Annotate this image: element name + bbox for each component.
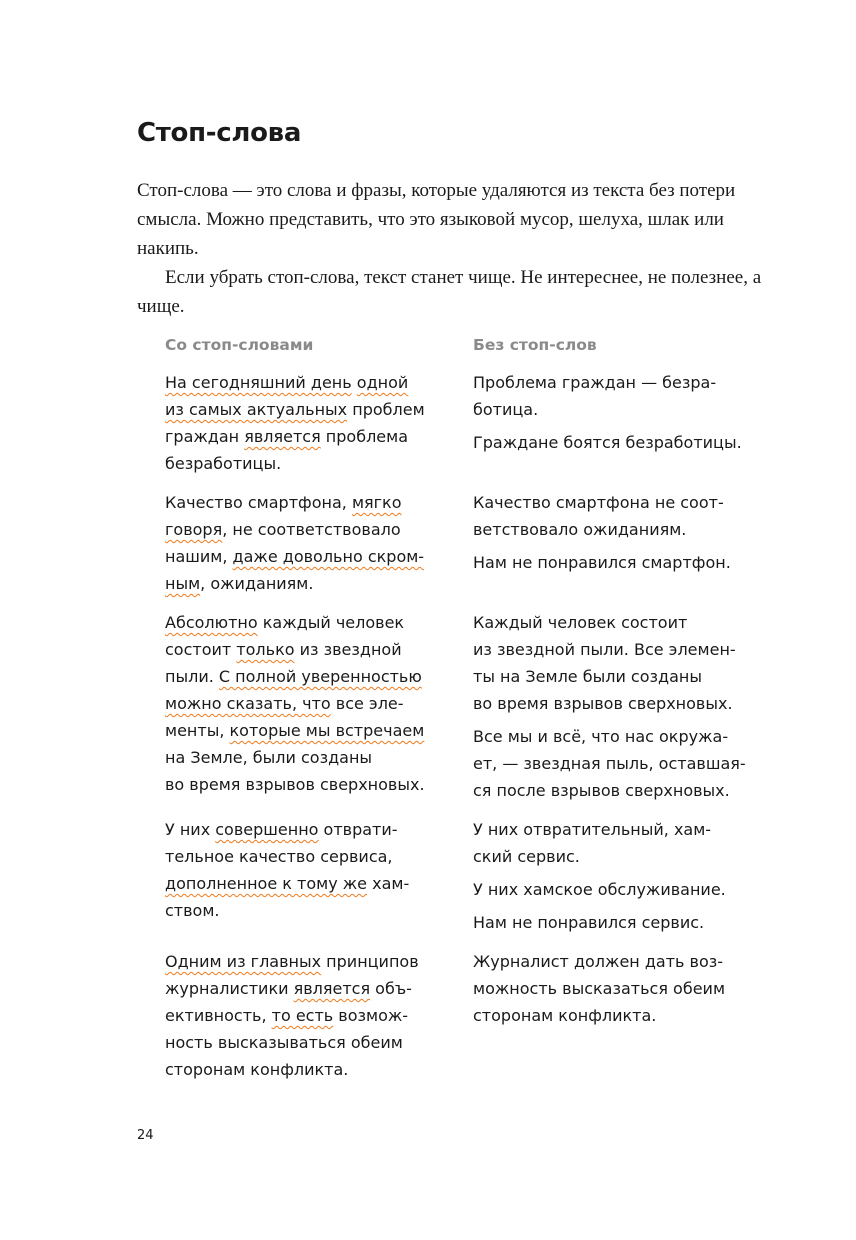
text-line: ветствовало ожиданиям. xyxy=(473,520,687,539)
text-line: ты на Земле были созданы xyxy=(473,667,702,686)
stopword-highlight: говоря xyxy=(165,520,223,539)
text-segment: ность высказываться обеим xyxy=(165,1033,403,1052)
stopword-highlight: С полной уверенностью xyxy=(218,667,422,686)
text-line: ботица. xyxy=(473,400,539,419)
comparison-columns xyxy=(165,333,765,1083)
stopword-highlight: совершенно xyxy=(215,820,319,839)
text-line xyxy=(165,1029,473,1056)
text-line xyxy=(165,609,473,636)
rewrite-variant xyxy=(473,816,765,870)
example-without-stopwords xyxy=(473,369,765,477)
text-line xyxy=(165,396,473,423)
stopword-highlight: ным xyxy=(165,574,201,593)
stopword-highlight: которые мы встречаем xyxy=(229,721,425,740)
text-segment: сторонам конфликта. xyxy=(165,1060,349,1079)
rewrite-variant xyxy=(473,609,765,717)
text-line xyxy=(165,843,473,870)
intro-paragraph: Если убрать стоп-слова, текст станет чище. Не интереснее, не полезнее, а чище. xyxy=(137,267,762,317)
text-line: можность высказаться обеим xyxy=(473,979,726,998)
text-line: Нам не понравился сервис. xyxy=(473,913,705,932)
example-without-stopwords xyxy=(473,816,765,936)
text-line: Каждый человек состоит xyxy=(473,613,688,632)
text-segment: тельное качество сервиса, xyxy=(165,847,393,866)
rewrite-variant xyxy=(473,723,765,804)
text-line: во время взрывов сверхновых. xyxy=(473,694,733,713)
rewrite-variant xyxy=(473,948,765,1029)
rewrite-variant xyxy=(473,429,765,456)
text-segment: безработицы. xyxy=(165,454,282,473)
text-line xyxy=(165,570,473,597)
text-line xyxy=(165,450,473,477)
text-segment: проблем xyxy=(347,400,425,419)
stopword-highlight: то есть xyxy=(271,1006,334,1025)
text-segment: журналистики xyxy=(165,979,294,998)
stopword-highlight: только xyxy=(236,640,295,659)
text-line xyxy=(165,897,473,924)
text-line: У них отвратительный, хам- xyxy=(473,820,712,839)
text-segment: на Земле, были созданы xyxy=(165,748,373,767)
rewrite-variant xyxy=(473,489,765,543)
text-line: ся после взрывов сверхновых. xyxy=(473,781,730,800)
text-segment: , не соответствовало xyxy=(222,520,401,539)
example-without-stopwords xyxy=(473,489,765,597)
rewrite-variant xyxy=(473,369,765,423)
text-line xyxy=(165,543,473,570)
stopword-highlight: Абсолютно xyxy=(165,613,258,632)
stopword-highlight: из самых актуальных xyxy=(165,400,348,419)
text-line xyxy=(165,870,473,897)
intro-paragraph: Стоп-слова — это слова и фразы, которые удаляются из текста без потери смысла. Можно представить, что это языковой мусор, шелуха, шлак или накипь. xyxy=(137,180,736,259)
text-line: ет, — звездная пыль, оставшая- xyxy=(473,754,746,773)
text-segment: во время взрывов сверхновых. xyxy=(165,775,425,794)
text-line: Проблема граждан — безра- xyxy=(473,373,717,392)
text-segment: принципов xyxy=(321,952,419,971)
text-segment: , ожиданиям. xyxy=(200,574,314,593)
text-line: сторонам конфликта. xyxy=(473,1006,657,1025)
rewrite-variant xyxy=(473,909,765,936)
text-line xyxy=(165,744,473,771)
text-line: Нам не понравился смартфон. xyxy=(473,553,731,572)
text-line: из звездной пыли. Все элемен- xyxy=(473,640,736,659)
text-segment: пыли. xyxy=(165,667,219,686)
example-with-stopwords xyxy=(165,369,473,477)
intro-text xyxy=(137,176,777,321)
example-with-stopwords xyxy=(165,489,473,597)
text-line xyxy=(165,1002,473,1029)
example-with-stopwords xyxy=(165,609,473,804)
stopword-highlight: мягко xyxy=(351,493,402,512)
stopword-highlight: является xyxy=(293,979,371,998)
stopword-highlight: дополненное к тому же xyxy=(165,874,368,893)
text-line xyxy=(165,948,473,975)
stopword-highlight: На сегодняшний день xyxy=(165,373,352,392)
example-with-stopwords xyxy=(165,948,473,1083)
text-segment: состоит xyxy=(165,640,237,659)
text-line xyxy=(165,636,473,663)
text-segment: граждан xyxy=(165,427,245,446)
stopword-highlight: одной xyxy=(356,373,409,392)
text-line: Граждане боятся безработицы. xyxy=(473,433,742,452)
section-title: Стоп-слова xyxy=(137,118,302,148)
stopword-highlight: можно сказать, что xyxy=(165,694,331,713)
text-line xyxy=(165,369,473,396)
text-line xyxy=(165,690,473,717)
stopword-highlight: даже довольно скром- xyxy=(232,547,425,566)
text-line: У них хамское обслуживание. xyxy=(473,880,726,899)
rewrite-variant xyxy=(473,876,765,903)
text-line xyxy=(165,423,473,450)
text-segment: хам- xyxy=(367,874,410,893)
example-with-stopwords xyxy=(165,816,473,936)
example-without-stopwords xyxy=(473,948,765,1083)
text-segment: менты, xyxy=(165,721,230,740)
page-number: 24 xyxy=(137,1128,154,1143)
text-segment: отврати- xyxy=(318,820,398,839)
text-line xyxy=(165,516,473,543)
text-line xyxy=(165,816,473,843)
text-line xyxy=(165,717,473,744)
left-column-header: Со стоп-словами xyxy=(165,336,314,354)
right-column-header: Без стоп-слов xyxy=(473,336,597,354)
text-segment: У них xyxy=(165,820,216,839)
text-line xyxy=(165,1056,473,1083)
text-line xyxy=(165,489,473,516)
text-segment: Качество смартфона, xyxy=(165,493,352,512)
stopword-highlight: Одним из главных xyxy=(165,952,322,971)
text-line xyxy=(165,975,473,1002)
rewrite-variant xyxy=(473,549,765,576)
text-line: ский сервис. xyxy=(473,847,580,866)
stopword-highlight: является xyxy=(244,427,321,446)
text-segment: каждый человек xyxy=(257,613,405,632)
text-segment: возмож- xyxy=(333,1006,409,1025)
text-line: Журналист должен дать воз- xyxy=(473,952,724,971)
text-segment: из звездной xyxy=(294,640,402,659)
text-segment: проблема xyxy=(320,427,409,446)
text-segment: все эле- xyxy=(330,694,404,713)
text-segment: объ- xyxy=(370,979,412,998)
text-segment: нашим, xyxy=(165,547,233,566)
text-segment: ективность, xyxy=(165,1006,272,1025)
text-segment: ством. xyxy=(165,901,220,920)
text-line: Все мы и всё, что нас окружа- xyxy=(473,727,729,746)
text-line xyxy=(165,771,473,798)
text-line: Качество смартфона не соот- xyxy=(473,493,724,512)
text-line xyxy=(165,663,473,690)
example-without-stopwords xyxy=(473,609,765,804)
